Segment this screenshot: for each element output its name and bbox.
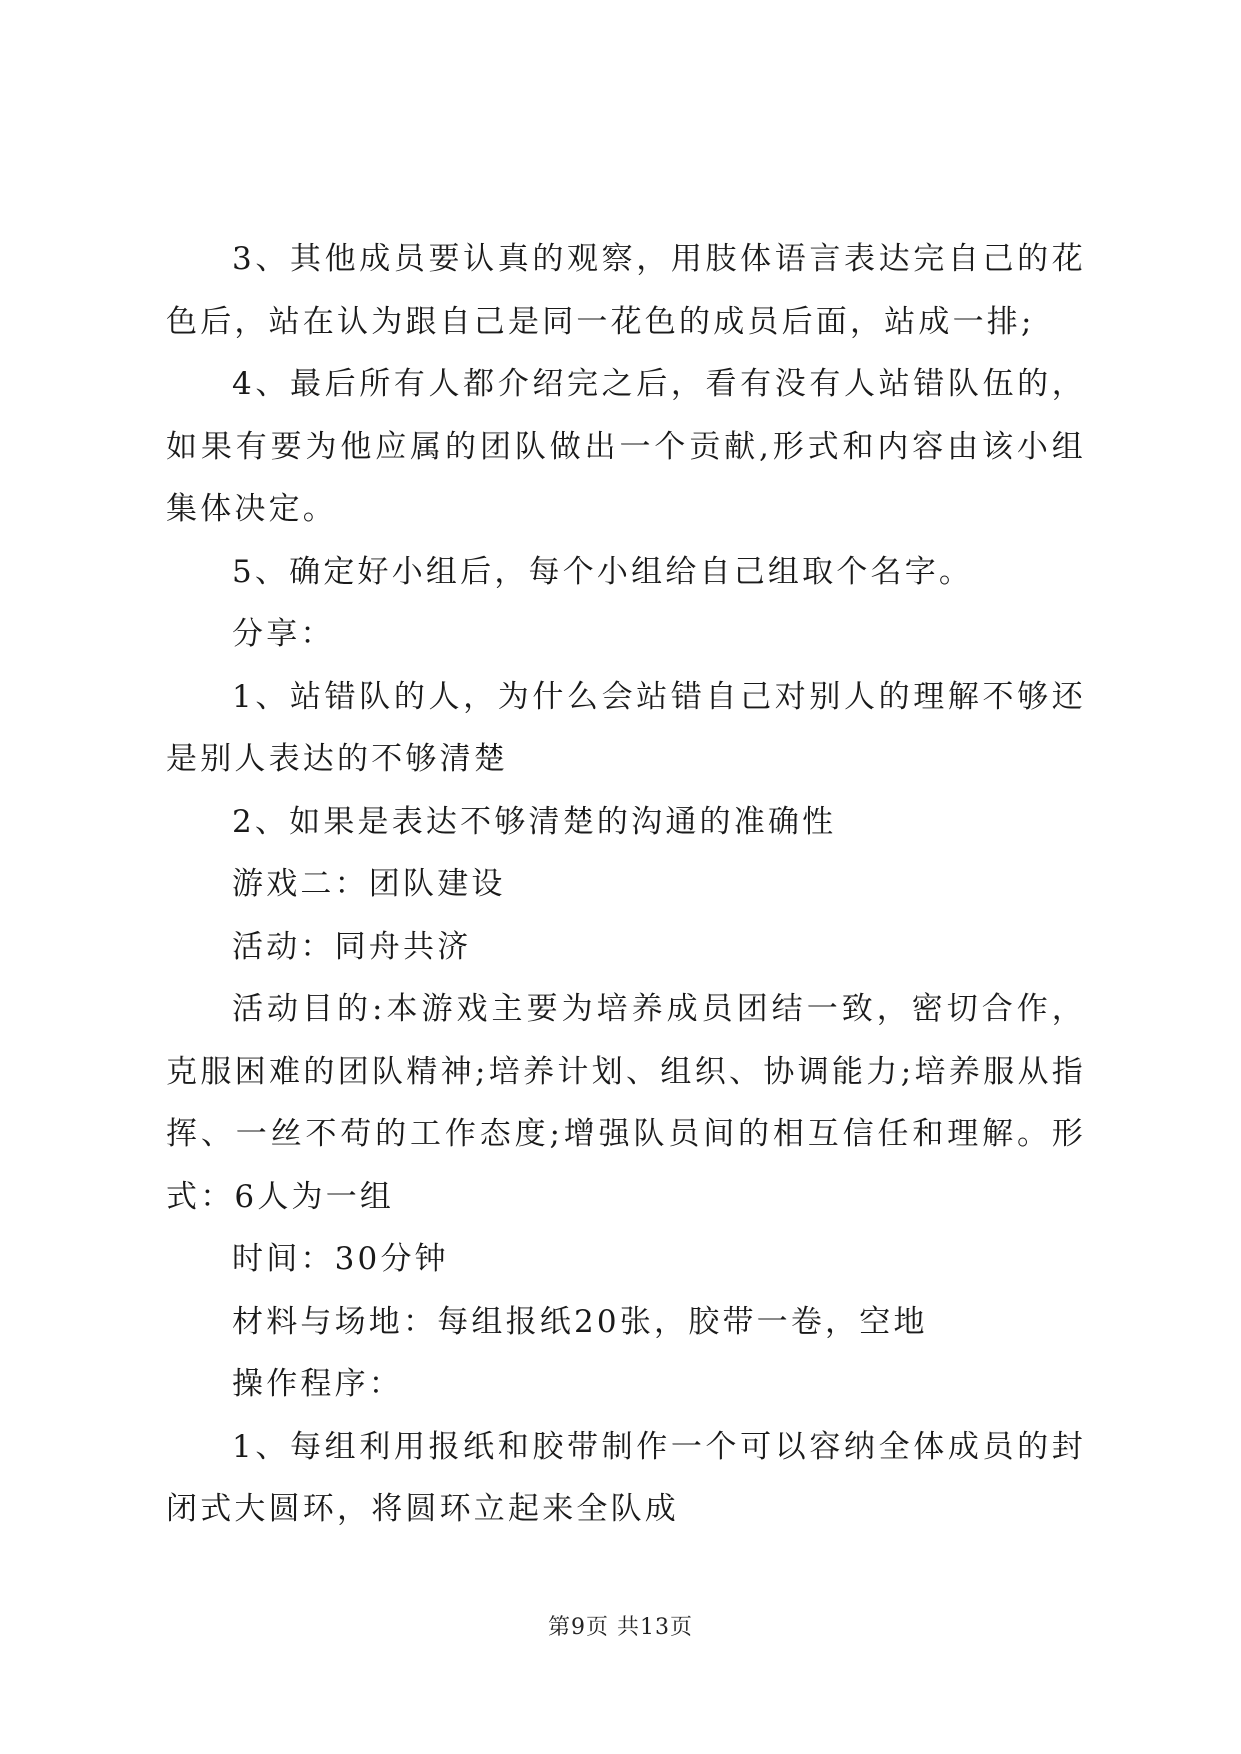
paragraph-game-two-heading: 游戏二：团队建设: [232, 866, 506, 902]
page-footer: 第9页 共13页: [548, 1615, 693, 1640]
paragraph-step-4: 4、最后所有人都介绍完之后，看有没有人站错队伍的，如果有要为他应属的团队做出一个贡献,形式和内容由该小组集体决定。: [166, 366, 1086, 527]
paragraph-share-2: 2、如果是表达不够清楚的沟通的准确性: [232, 803, 837, 840]
paragraph-materials: 材料与场地：每组报纸20张，胶带一卷，空地: [232, 1303, 928, 1340]
paragraph-activity-name: 活动：同舟共济: [232, 928, 472, 965]
paragraph-share-1: 1、站错队的人，为什么会站错自己对别人的理解不够还是别人表达的不够清楚: [166, 678, 1086, 777]
paragraph-step-5: 5、确定好小组后，每个小组给自己组取个名字。: [232, 553, 974, 590]
paragraph-activity-purpose: 活动目的:本游戏主要为培养成员团结一致，密切合作，克服困难的团队精神;培养计划、组织、协调能力;培养服从指挥、一丝不苟的工作态度;增强队员间的相互信任和理解。形式：6人为一组: [166, 991, 1086, 1215]
paragraph-step-3: 3、其他成员要认真的观察，用肢体语言表达完自己的花色后，站在认为跟自己是同一花色的成员后面，站成一排;: [166, 241, 1086, 340]
paragraph-procedure-heading: 操作程序：: [232, 1366, 403, 1402]
paragraph-time: 时间：30分钟: [232, 1241, 449, 1277]
document-body: [166, 228, 1086, 1541]
paragraph-procedure-1: 1、每组利用报纸和胶带制作一个可以容纳全体成员的封闭式大圆环，将圆环立起来全队成: [166, 1428, 1086, 1527]
paragraph-share-heading: 分享：: [232, 616, 335, 652]
